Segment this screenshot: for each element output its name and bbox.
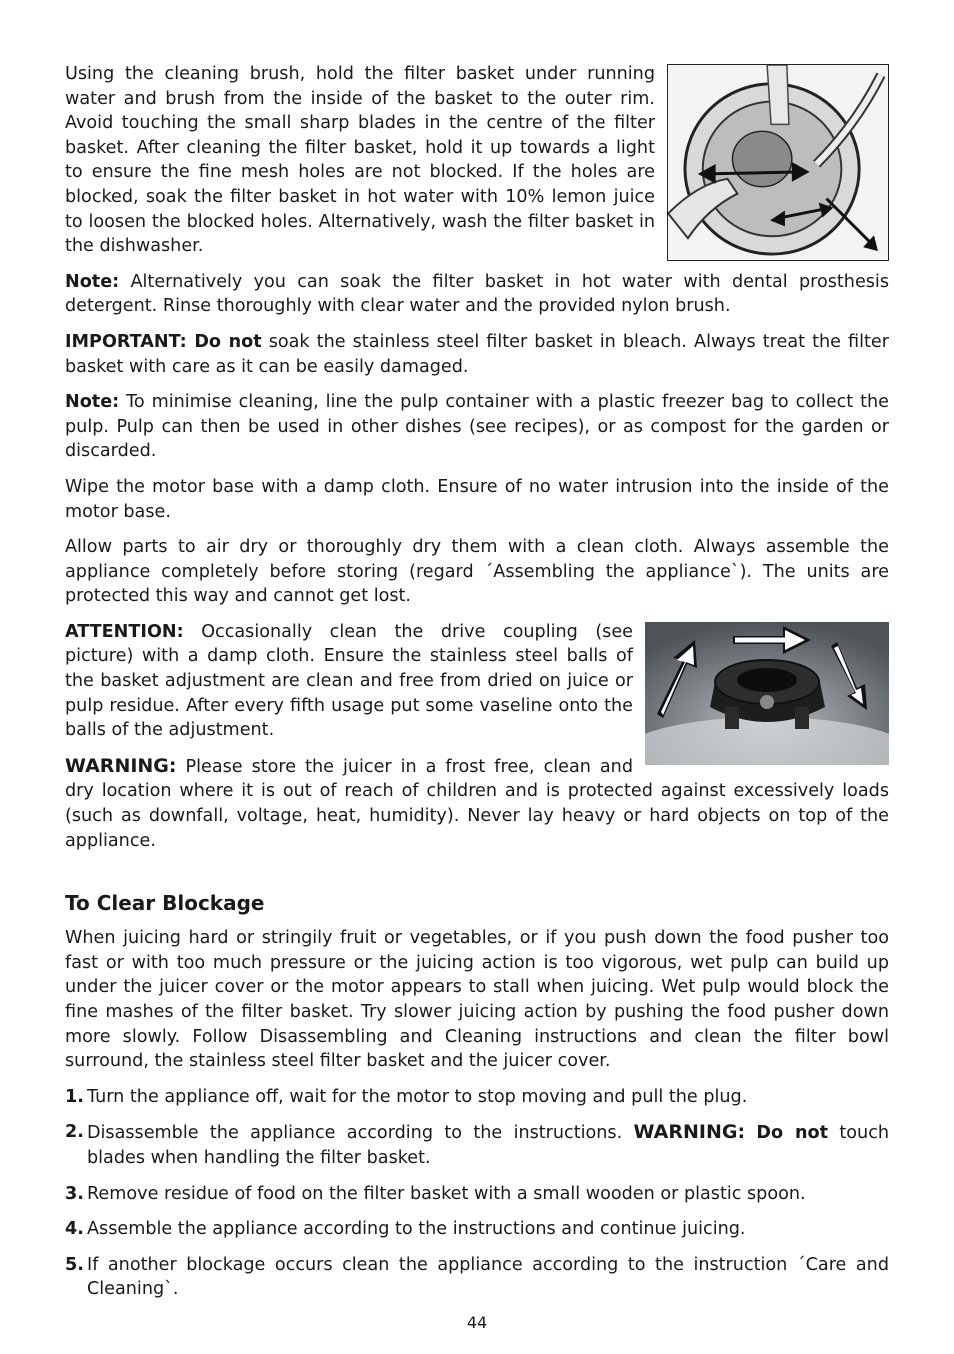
list-item (65, 1085, 889, 1110)
step-number: 5. (65, 1254, 84, 1275)
page-content (65, 62, 889, 1313)
drive-coupling-photo (645, 622, 889, 765)
step-number: 1. (65, 1086, 84, 1107)
important-label: IMPORTANT: Do not (65, 331, 262, 352)
warning-storage (65, 754, 889, 853)
list-item (65, 1120, 889, 1170)
note-text: Alternatively you can soak the filter basket in hot water with dental prosthesis detergent. Rinse thoroughly with clear water and the provided nylon brush. (65, 271, 889, 317)
filter-basket-drawing (668, 65, 888, 260)
note-label: Note: (65, 271, 120, 292)
blockage-steps (65, 1085, 889, 1302)
important-text: soak the stainless steel filter basket in bleach. Always treat the filter basket with care as it can be easily damaged. (65, 331, 889, 377)
air-dry-paragraph: Allow parts to air dry or thoroughly dry them with a clean cloth. Always assemble the appliance completely before storing (regard ´Assembling the appliance`). The units are protected this way and cannot get lost. (65, 537, 889, 607)
filter-basket-illustration (667, 64, 889, 261)
step-do-not-label: Do not (756, 1123, 829, 1144)
step-text: Remove residue of food on the filter basket with a small wooden or plastic spoon. (87, 1183, 806, 1204)
list-item (65, 1217, 889, 1242)
step-warning-label: WARNING: (633, 1121, 746, 1144)
warning-label: WARNING: (65, 754, 177, 777)
step-warning-text: touch blades when handling the filter basket. (87, 1123, 890, 1168)
step-text: Disassemble the appliance according to the instructions. (87, 1123, 634, 1144)
attention-label: ATTENTION: (65, 621, 184, 642)
note-label: Note: (65, 392, 120, 413)
page-number: 44 (466, 1313, 488, 1332)
note-dental-prosthesis (65, 270, 889, 319)
important-bleach (65, 330, 889, 379)
wipe-motor-base-paragraph: Wipe the motor base with a damp cloth. Ensure of no water intrusion into the inside of the motor base. (65, 476, 889, 522)
list-item (65, 1182, 889, 1207)
section-title: To Clear Blockage (65, 891, 265, 916)
basket-cleaning-paragraph: Using the cleaning brush, hold the filter basket under running water and brush from the inside of the basket to the outer rim. Avoid touching the small sharp blades in the centre of the filter basket. After cleaning the filter basket, hold it up towards a light to ensure the fine mesh holes are not blocked. If the holes are blocked, soak the filter basket in hot water with 10% lemon juice to loosen the blocked holes. Alternatively, wash the filter basket in the dishwasher. (65, 64, 655, 257)
warning-text: Please store the juicer in a frost free, clean and dry location where it is out of reach of children and is protected against excessively loads (such as downfall, voltage, heat, humidity). Never lay heavy or hard objects on top of the appliance. (65, 756, 889, 851)
step-number: 4. (65, 1219, 84, 1240)
step-text: Assemble the appliance according to the instructions and continue juicing. (87, 1219, 746, 1240)
step-number: 3. (65, 1183, 84, 1204)
note-pulp-bag (65, 390, 889, 464)
list-item (65, 1253, 889, 1302)
note-text: To minimise cleaning, line the pulp container with a plastic freezer bag to collect the pulp. Pulp can then be used in other dishes (see recipes), or as compost for the garden or discarded. (65, 392, 889, 462)
step-text: Turn the appliance off, wait for the motor to stop moving and pull the plug. (87, 1086, 748, 1107)
blockage-paragraph: When juicing hard or stringily fruit or vegetables, or if you push down the food pusher too fast or with too much pressure or the juicing action is too vigorous, wet pulp can build up under the juicer cover or the motor appears to stall when juicing. Wet pulp would block the fine mashes of the filter basket. Try slower juicing action by pushing the food pusher down more slowly. Follow Disassembling and Cleaning instructions and clean the filter bowl surround, the stainless steel filter basket and the juicer cover. (65, 928, 889, 1072)
drive-coupling-drawing (645, 622, 889, 765)
step-number: 2. (65, 1122, 84, 1143)
step-text: If another blockage occurs clean the appliance according to the instruction ´Care and Cleaning`. (87, 1254, 889, 1300)
attention-text: Occasionally clean the drive coupling (see picture) with a damp cloth. Ensure the stainless steel balls of the basket adjustment are clean and free from dried on juice or pulp residue. After every fifth usage put some vaseline onto the balls of the adjustment. (65, 621, 633, 741)
